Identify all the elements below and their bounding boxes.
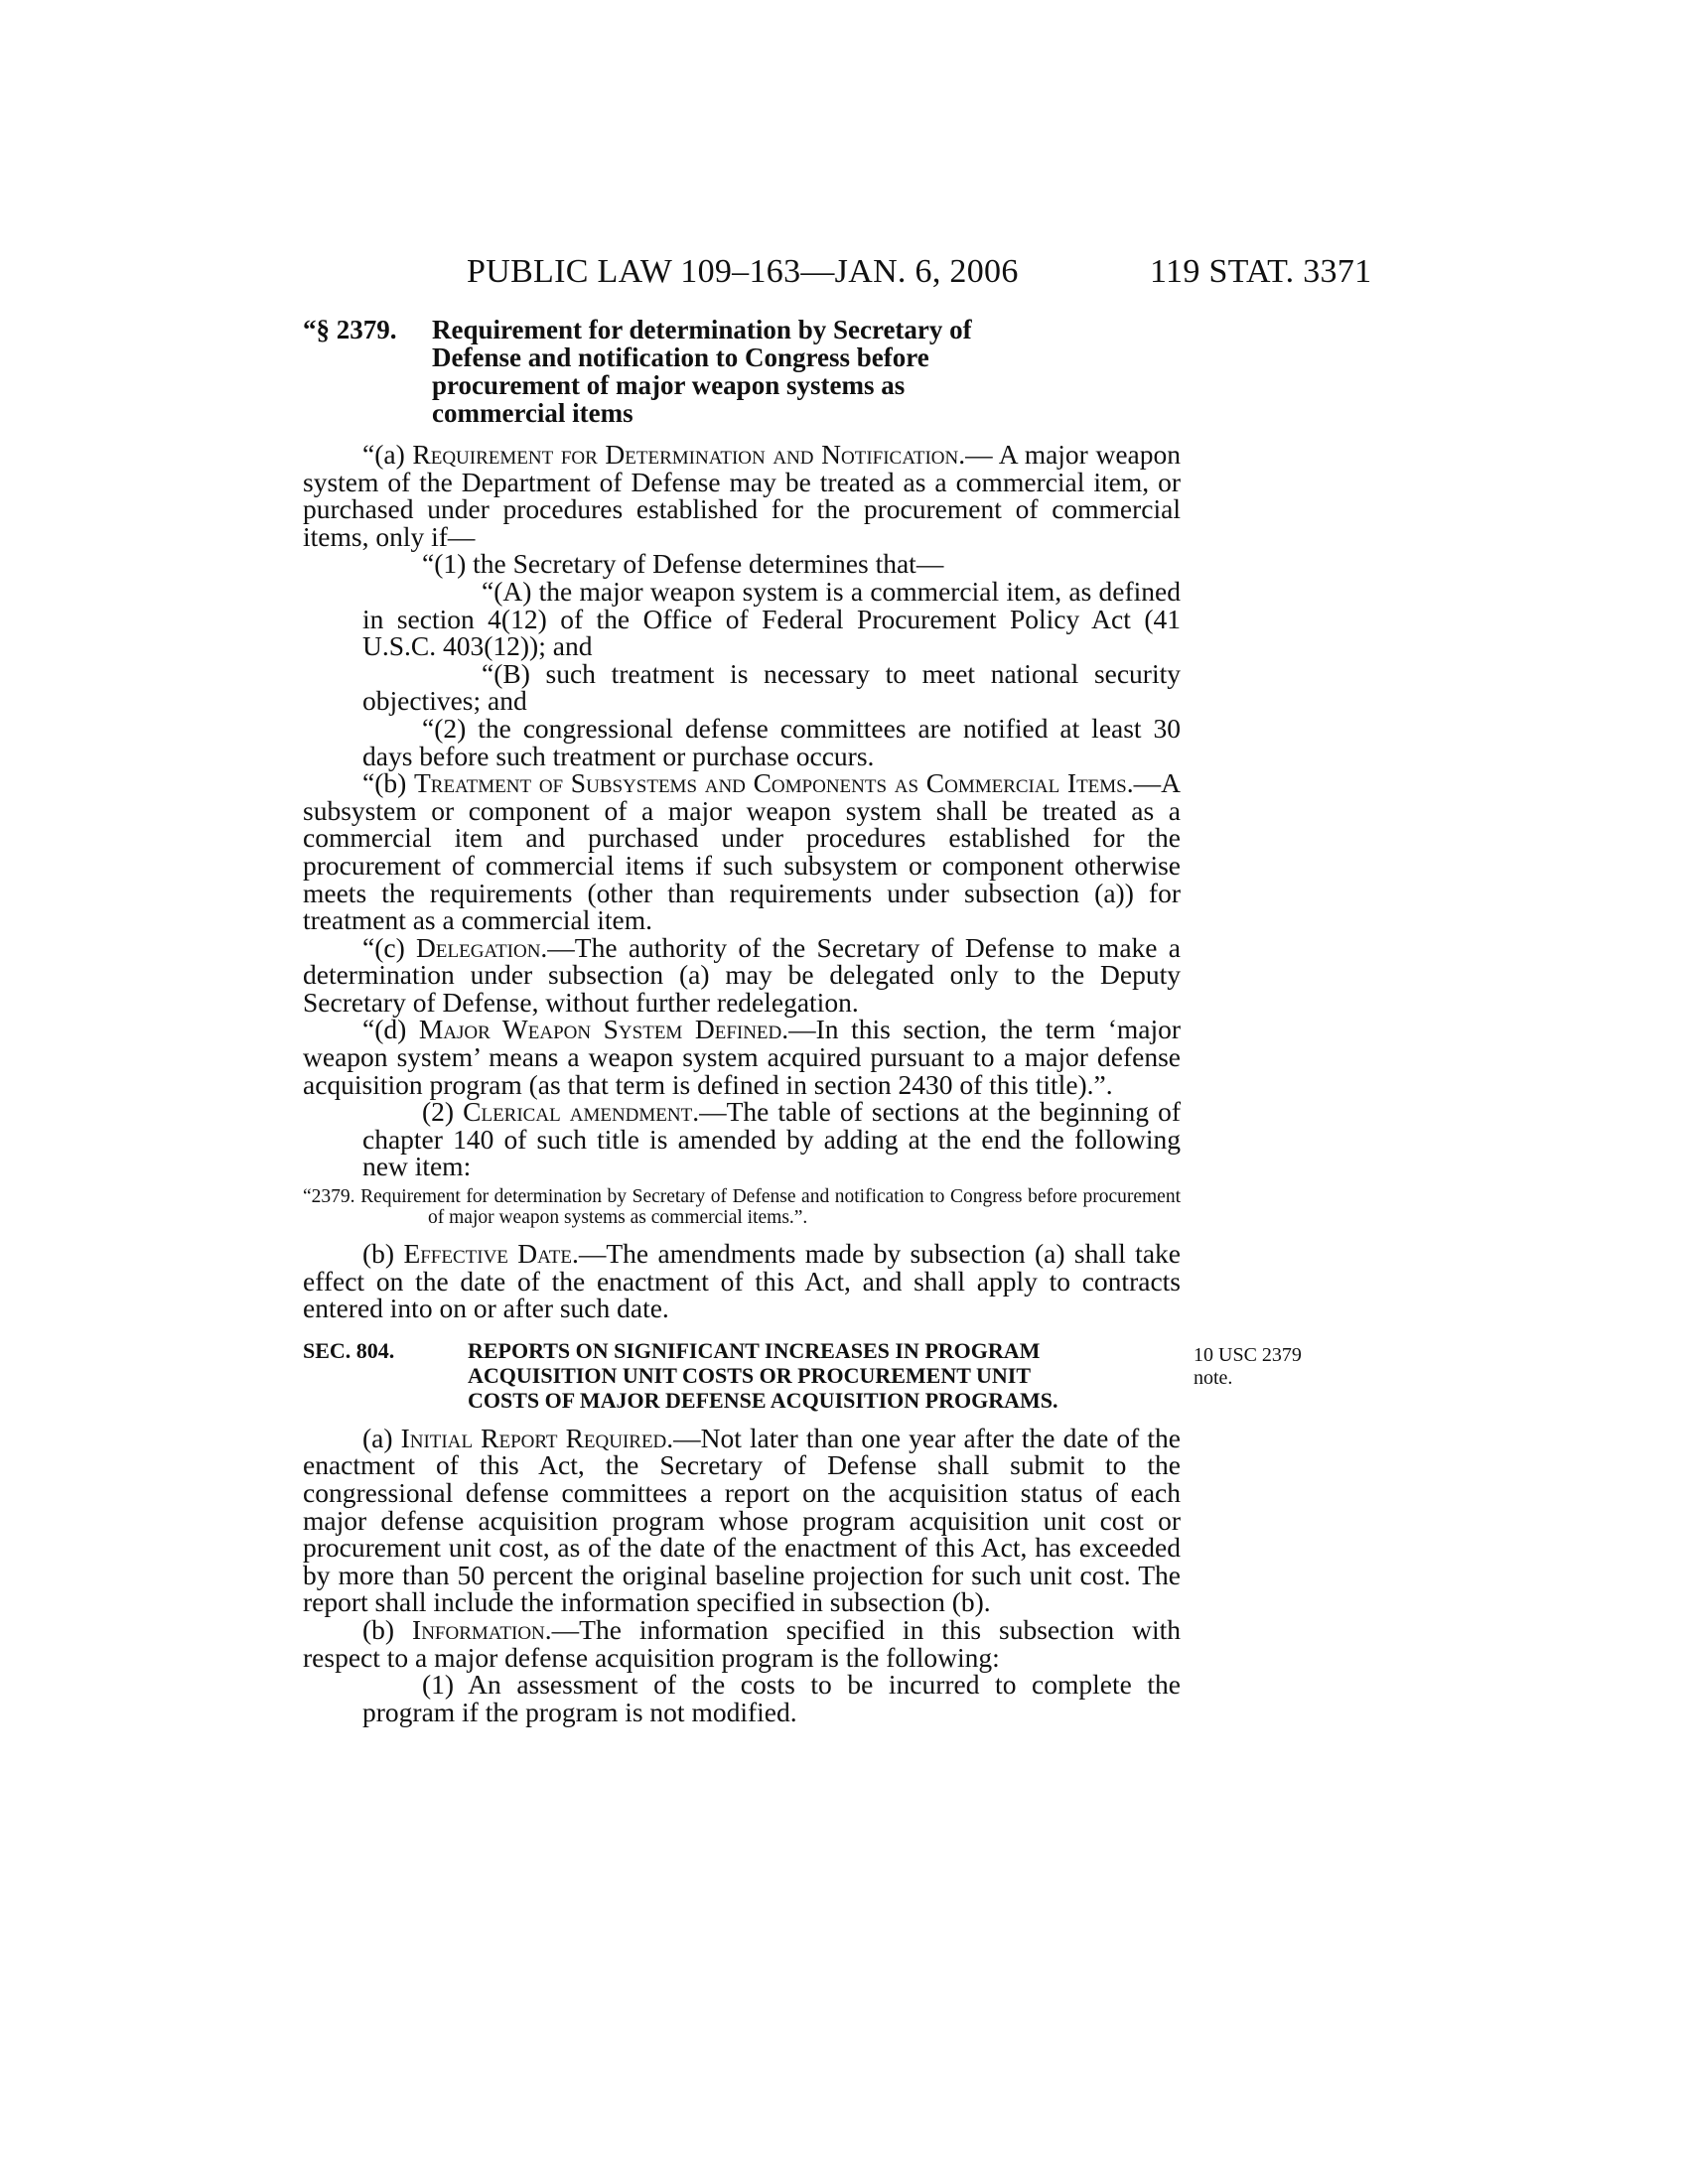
subsection-a <box>303 441 1181 550</box>
subsection-label: “(b) <box>362 767 414 799</box>
section-title-line: procurement of major weapon systems as <box>432 370 906 400</box>
paragraph-label: (2) <box>422 1096 464 1128</box>
section-number: “§ 2379. <box>303 315 397 344</box>
table-of-sections-item: “2379. Requirement for determination by Secretary of Defense and notification to Congress before procurement of major weapon systems as commercial items.”. <box>303 1186 1181 1229</box>
subsection-label: “(c) <box>362 931 417 963</box>
paragraph-1: “(1) the Secretary of Defense determines that— <box>422 548 944 580</box>
subsection-heading: Major Weapon System Defined. <box>418 1014 789 1045</box>
initial-report-required <box>303 1422 1181 1618</box>
running-header-title: PUBLIC LAW 109–163—JAN. 6, 2006 <box>467 253 1019 290</box>
subsection-c <box>303 931 1181 1018</box>
subsection-heading: Effective Date. <box>403 1238 579 1270</box>
section-title-line: commercial items <box>432 398 633 428</box>
section-title <box>432 316 1181 427</box>
section-2379-heading <box>303 316 1181 427</box>
subsection-label: (a) <box>362 1422 401 1453</box>
paragraph-text: —The table of sections at the beginning of chapter 140 of such title is amended by adding at the end the following new item: <box>362 1096 1181 1182</box>
section-title <box>468 1338 1181 1413</box>
subsection-text: —A subsystem or component of a major weapon system shall be treated as a commercial item and purchased under procedures established for the procurement of commercial items if such subsystem or component otherwise meets the requirements (other than requirements under subsection (a)) for treatment as a commercial item. <box>303 767 1181 936</box>
subsection-heading: Requirement for Determination and Notification. <box>412 439 966 470</box>
running-header-page-number: 119 STAT. 3371 <box>1150 253 1372 290</box>
information-paragraph-1: (1) An assessment of the costs to be incurred to complete the program if the program is not modified. <box>362 1669 1181 1727</box>
subsection-text: — A major weapon system of the Department of Defense may be treated as a commercial item, or purchased under procedures established for the procurement of commercial items, only if— <box>303 439 1181 552</box>
subparagraph-A: “(A) the major weapon system is a commercial item, as defined in section 4(12) of the Office of Federal Procurement Policy Act (41 U.S.C. 403(12)); and <box>362 575 1181 662</box>
information <box>303 1613 1181 1673</box>
subsection-heading: Treatment of Subsystems and Components as Commercial Items. <box>413 767 1134 799</box>
subsection-heading: Initial Report Required. <box>400 1422 674 1453</box>
subsection-heading: Delegation. <box>416 931 548 963</box>
subsection-text: —The authority of the Secretary of Defense to make a determination under subsection (a) may be delegated only to the Deputy Secretary of Defense, without further redelegation. <box>303 931 1181 1018</box>
subsection-label: (b) <box>362 1613 413 1645</box>
clerical-amendment <box>303 1098 1181 1180</box>
section-title-line: Defense and notification to Congress before <box>432 342 929 372</box>
margin-note-label: note. <box>1194 1367 1233 1389</box>
subsection-label: (b) <box>362 1238 404 1270</box>
body-column <box>303 316 1181 1725</box>
subsection-text: —The information specified in this subsection with respect to a major defense acquisition program is the following: <box>303 1613 1181 1673</box>
subsection-b <box>303 769 1181 934</box>
subsection-text: —The amendments made by subsection (a) shall take effect on the date of the enactment of this Act, and shall apply to contracts entered into on or after such date. <box>303 1238 1181 1324</box>
subsection-label: “(a) <box>362 439 413 470</box>
section-number: SEC. 804. <box>303 1337 395 1363</box>
subparagraph-B: “(B) such treatment is necessary to meet national security objectives; and <box>362 657 1181 717</box>
paragraph-2: “(2) the congressional defense committees are notified at least 30 days before such treatment or purchase occurs. <box>362 712 1181 771</box>
subsection-text: —In this section, the term ‘major weapon system’ means a weapon system acquired pursuant to a major defense acquisition program (as that term is defined in section 2430 of this title).”. <box>303 1014 1181 1100</box>
subsection-label: “(d) <box>362 1014 419 1045</box>
section-title-line: Requirement for determination by Secretary of <box>432 315 972 344</box>
subsection-heading: Information. <box>412 1613 552 1645</box>
subsection-text: —Not later than one year after the date of the enactment of this Act, the Secretary of Defense shall submit to the congressional defense committees a report on the acquisition status of each major defense acquisition program whose program acquisition unit cost or procurement unit cost, as of the date of the enactment of this Act, has exceeded by more than 50 percent the original baseline projection for such unit cost. The report shall include the information specified in subsection (b). <box>303 1422 1181 1618</box>
paragraph-heading: Clerical amendment. <box>463 1096 700 1128</box>
subsection-d <box>303 1016 1181 1098</box>
effective-date <box>303 1240 1181 1322</box>
section-title-line: ACQUISITION UNIT COSTS OR PROCUREMENT UNIT <box>468 1362 1032 1388</box>
section-title-line: COSTS OF MAJOR DEFENSE ACQUISITION PROGRAMS. <box>468 1387 1058 1413</box>
section-title-line: REPORTS ON SIGNIFICANT INCREASES IN PROGRAM <box>468 1337 1041 1363</box>
margin-note <box>1194 1344 1323 1390</box>
section-804-heading <box>303 1338 1181 1413</box>
margin-note-citation: 10 USC 2379 <box>1194 1344 1302 1366</box>
